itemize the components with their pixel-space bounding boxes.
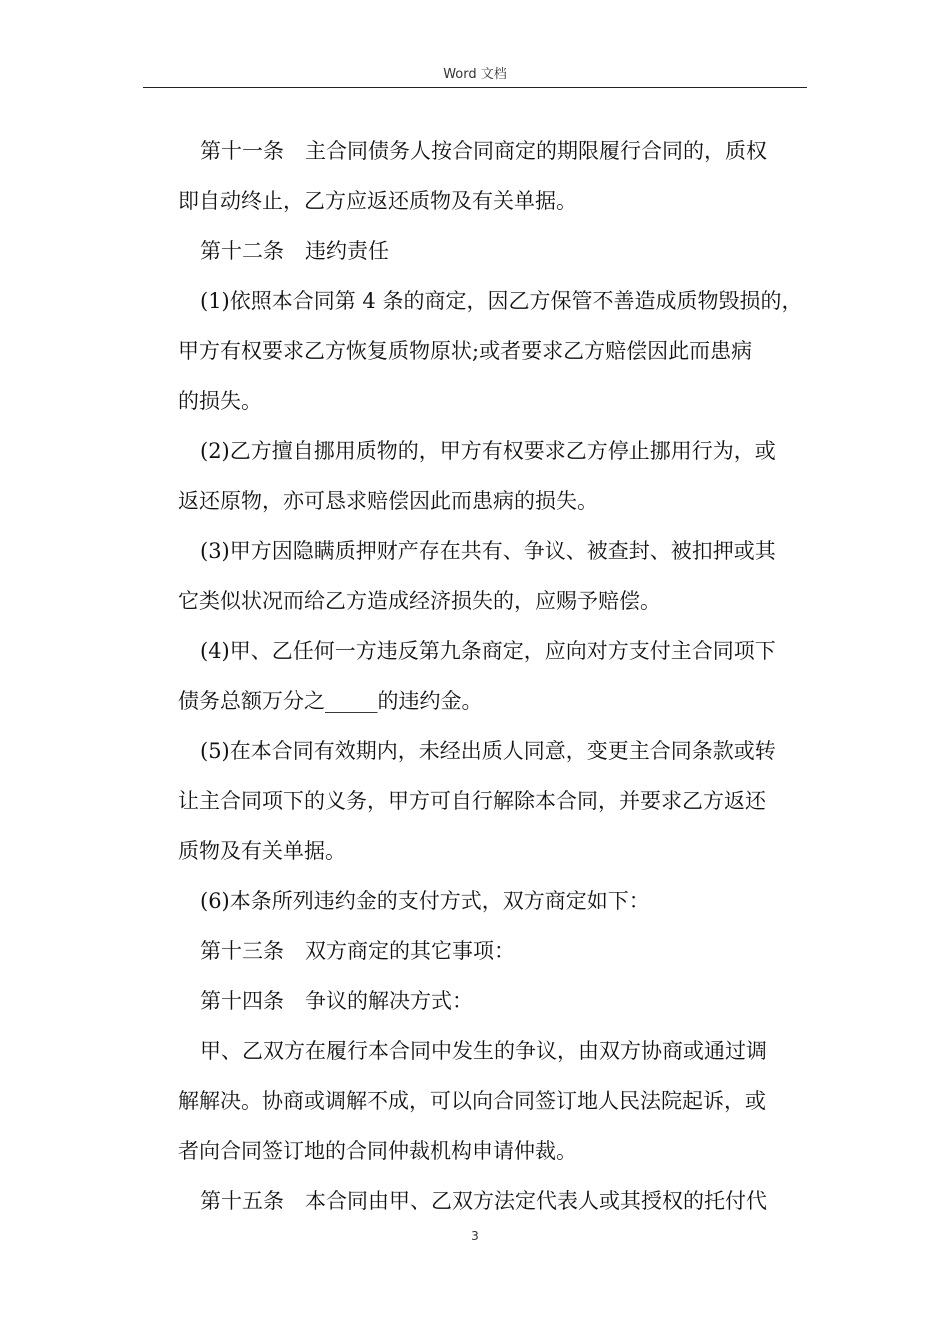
text-line: 者向合同签订地的合同仲裁机构申请仲裁。 xyxy=(178,1139,577,1163)
document-body xyxy=(178,126,818,1226)
text-line: 解解决。协商或调解不成，可以向合同签订地人民法院起诉，或 xyxy=(178,1089,766,1113)
text-line-item-6: (6)本条所列违约金的支付方式，双方商定如下： xyxy=(200,889,650,913)
text-line-article-12: 第十二条 违约责任 xyxy=(200,239,389,263)
text-line-item-3: (3)甲方因隐瞒质押财产存在共有、争议、被查封、被扣押或其 xyxy=(200,539,776,563)
header-title: Word 文档 xyxy=(443,67,507,82)
text-line: 甲、乙双方在履行本合同中发生的争议，由双方协商或通过调 xyxy=(200,1039,767,1063)
text-line-item-5: (5)在本合同有效期内，未经出质人同意，变更主合同条款或转 xyxy=(200,739,776,763)
text-line: 让主合同项下的义务，甲方可自行解除本合同，并要求乙方返还 xyxy=(178,789,766,813)
text-line: 债务总额万分之_____的违约金。 xyxy=(178,689,483,713)
text-line-article-11: 第十一条 主合同债务人按合同商定的期限履行合同的，质权 xyxy=(200,139,767,163)
text-line: 质物及有关单据。 xyxy=(178,839,346,863)
text-line: 即自动终止，乙方应返还质物及有关单据。 xyxy=(178,189,577,213)
text-line: 它类似状况而给乙方造成经济损失的，应赐予赔偿。 xyxy=(178,589,661,613)
text-line-article-14: 第十四条 争议的解决方式： xyxy=(200,989,473,1013)
page-number: 3 xyxy=(471,1229,479,1243)
text-line-item-2: (2)乙方擅自挪用质物的，甲方有权要求乙方停止挪用行为，或 xyxy=(200,439,776,463)
text-line-article-13: 第十三条 双方商定的其它事项： xyxy=(200,939,515,963)
text-line-article-15: 第十五条 本合同由甲、乙双方法定代表人或其授权的托付代 xyxy=(200,1189,767,1213)
text-line: 的损失。 xyxy=(178,389,262,413)
header-divider xyxy=(143,87,807,88)
page-header xyxy=(0,0,950,90)
text-line-item-1: (1)依照本合同第 4 条的商定，因乙方保管不善造成质物毁损的， xyxy=(200,289,803,313)
text-line: 返还原物，亦可恳求赔偿因此而患病的损失。 xyxy=(178,489,598,513)
text-line: 甲方有权要求乙方恢复质物原状;或者要求乙方赔偿因此而患病 xyxy=(178,339,753,363)
text-line-item-4: (4)甲、乙任何一方违反第九条商定，应向对方支付主合同项下 xyxy=(200,639,776,663)
